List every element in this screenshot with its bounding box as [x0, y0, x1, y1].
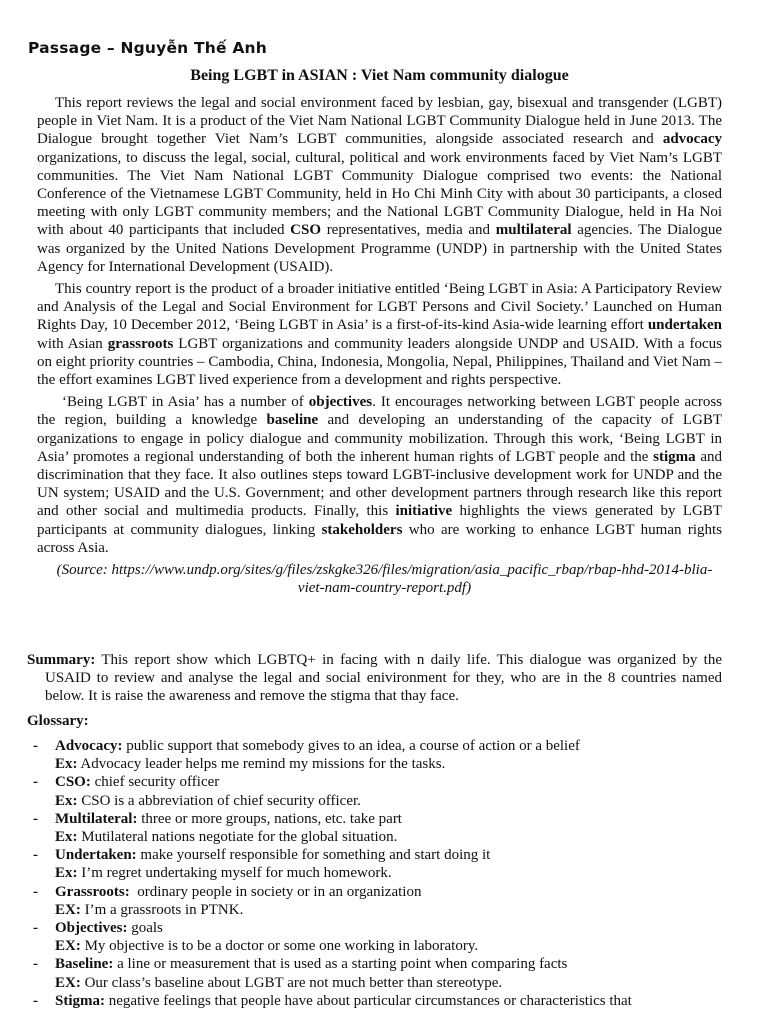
glossary-definition: public support that somebody gives to an idea, a course of action or a belief: [122, 738, 580, 754]
text-run: and developing an understanding of the capacity of LGBT organizations to engage in policy dialogue and community mobilization. Through this work, ‘Being LGBT in Asia’ promotes a regional understanding of both the inherent human rights of LGBT people and the: [37, 412, 722, 465]
glossary-term: Multilateral:: [55, 810, 138, 827]
paragraph-3: [37, 393, 722, 557]
glossary-item: [27, 810, 722, 846]
glossary-definition: goals: [127, 920, 163, 937]
example-text: I’m a grassroots in PTNK.: [80, 901, 244, 918]
glossary-example: [55, 937, 722, 955]
text-run: highlights the views generated by LGBT participants at community dialogues, linking: [37, 503, 722, 538]
glossary-example: [55, 864, 722, 882]
glossary-item: [27, 737, 722, 773]
glossary-list: [27, 737, 722, 1010]
example-label: EX:: [55, 938, 81, 955]
text-run: . It encourages networking between LGBT people across the region, building a knowledge: [37, 394, 723, 429]
example-label: EX:: [55, 974, 81, 991]
glossary-example: [55, 828, 722, 846]
glossary-definition: negative feelings that people have about particular circumstances or characteristics that: [105, 992, 632, 1009]
keyword-objectives: objectives: [308, 394, 373, 411]
keyword-stakeholders: stakeholders: [321, 521, 403, 538]
keyword-stigma: stigma: [653, 448, 696, 465]
glossary-definition: ordinary people in society or in an organization: [129, 883, 422, 900]
example-label: Ex:: [55, 865, 78, 882]
text-run: organizations, to discuss the legal, social, cultural, political and work environments faced by Viet Nam’s LGBT communities. The Viet Nam National LGBT Community Dialogue comprised two events: the National Conference of the Vietnamese LGBT Community, held in Ho Chi Minh City with about 30 participants, a closed meeting with only LGBT community members; and the National LGBT Community Dialogue, held in Ha Noi with about 40 participants that included: [37, 149, 722, 239]
example-label: Ex:: [55, 792, 78, 809]
glossary-term: Advocacy:: [55, 738, 123, 754]
keyword-initiative: initiative: [395, 503, 453, 520]
text-run: ‘Being LGBT in Asia’ has a number of: [62, 394, 309, 411]
example-label: EX:: [55, 901, 81, 918]
glossary-title: Glossary:: [27, 713, 89, 729]
keyword-grassroots: grassroots: [107, 335, 174, 352]
paragraph-2: [37, 280, 722, 389]
example-text: My objective is to be a doctor or some one working in laboratory.: [80, 938, 479, 955]
glossary-item: [27, 773, 722, 809]
glossary-definition: a line or measurement that is used as a starting point when comparing facts: [113, 956, 568, 973]
text-run: LGBT organizations and community leaders alongside UNDP and USAID. With a focus on eight priority countries – Cambodia, China, Indonesia, Mongolia, Nepal, Philippines, Thailand and Viet Nam – the effort examines LGBT lived experience from a development and rights perspective.: [37, 335, 723, 389]
summary-label: Summary:: [27, 652, 96, 668]
document-title: Being LGBT in ASIAN : Viet Nam community dialogue: [190, 67, 569, 84]
passage-heading: Passage – Nguyễn Thế Anh: [28, 39, 267, 57]
example-text: Advocacy leader helps me remind my missions for the tasks.: [77, 756, 446, 773]
keyword-cso: CSO: [290, 222, 322, 239]
keyword-multilateral: multilateral: [495, 222, 572, 239]
text-run: with Asian: [37, 335, 108, 352]
text-run: This report reviews the legal and social environment faced by lesbian, gay, bisexual and transgender (LGBT) people in Viet Nam. It is a product of the Viet Nam National LGBT Community Dialogue held in June 2013. The Dialogue brought together Viet Nam’s LGBT communities, alongside associated research and: [37, 95, 722, 148]
example-label: Ex:: [55, 756, 78, 773]
glossary-definition: make yourself responsible for something and start doing it: [136, 847, 491, 864]
source-citation: (Source: https://www.undp.org/sites/g/files/zskgke326/files/migration/asia_pacific_rbap/rbap-hhd-2014-blia-viet-nam-country-report.pdf): [56, 562, 713, 597]
example-text: Our class’s baseline about LGBT are not much better than stereotype.: [80, 974, 503, 991]
keyword-undertaken: undertaken: [647, 317, 722, 334]
text-run: who are working to enhance LGBT human rights across Asia.: [37, 521, 722, 556]
example-text: CSO is a abbreviation of chief security officer.: [77, 792, 361, 809]
text-run: and discrimination that they face. It also outlines steps toward LGBT-inclusive development work for UNDP and the UN system; USAID and the U.S. Government; and other development partners through research like this report and other social and multimedia products. Finally, this: [37, 448, 722, 520]
glossary-item: [27, 919, 722, 955]
text-run: representatives, media and: [321, 222, 496, 239]
glossary-example: [55, 901, 722, 919]
example-label: Ex:: [55, 829, 78, 846]
glossary-term: Undertaken:: [55, 847, 137, 864]
glossary-term: Objectives:: [55, 920, 128, 937]
text-run: agencies. The Dialogue was organized by the United Nations Development Programme (UNDP) in partnership with the United States Agency for International Development (USAID).: [37, 222, 723, 275]
keyword-advocacy: advocacy: [662, 131, 722, 148]
summary-text: This report show which LGBTQ+ in facing with n daily life. This dialogue was organized by the USAID to review and analyse the legal and social enivironment for they, who are in the 8 countries named below. It is raise the awareness and remove the stigma that thay face.: [45, 652, 722, 705]
glossary-definition: chief security officer: [90, 774, 220, 791]
glossary-term: Grassroots:: [55, 883, 130, 900]
glossary-item: [27, 883, 722, 919]
keyword-baseline: baseline: [266, 412, 319, 429]
glossary-term: CSO:: [55, 774, 91, 791]
glossary-term: Baseline:: [55, 956, 114, 973]
glossary-example: [55, 755, 722, 773]
glossary-term: Stigma:: [55, 992, 105, 1009]
paragraph-1: [37, 94, 722, 276]
summary-block: [27, 651, 722, 706]
glossary-definition: three or more groups, nations, etc. take part: [137, 810, 402, 827]
example-text: I’m regret undertaking myself for much homework.: [77, 865, 392, 882]
glossary-example: [55, 974, 722, 992]
glossary-item: [27, 992, 722, 1010]
article-body: [37, 94, 722, 601]
example-text: Mutilateral nations negotiate for the global situation.: [77, 829, 398, 846]
text-run: This country report is the product of a broader initiative entitled ‘Being LGBT in Asia: A Participatory Review and Analysis of the Legal and Social Environment for LGBT Persons and Civil Society.’ Launched on Human Rights Day, 10 December 2012, ‘Being LGBT in Asia’ is a first-of-its-kind Asia-wide learning effort: [37, 281, 722, 334]
glossary-example: [55, 792, 722, 810]
glossary-item: [27, 846, 722, 882]
glossary-item: [27, 955, 722, 991]
